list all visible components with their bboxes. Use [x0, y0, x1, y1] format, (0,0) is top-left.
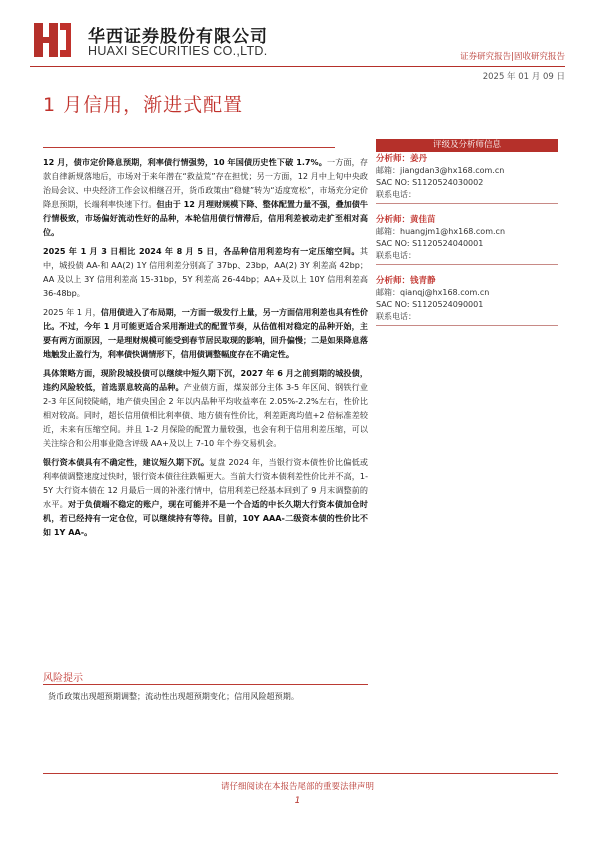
title-divider: [43, 147, 335, 148]
company-name-cn: 华西证券股份有限公司: [88, 27, 268, 47]
risk-divider: [43, 684, 368, 685]
risk-section: [43, 669, 368, 703]
paragraph-5-lead: 银行资本债具有不确定性，建议短久期下沉。: [43, 457, 210, 467]
paragraph-1-conclusion: 但由于 12 月理财规模下降、整体配置力量不强，叠加债牛行情极致，市场偏好流动性好的品种，本轮信用债行情滞后，信用利差被动走扩至相对高位。: [43, 199, 368, 237]
analyst-name: 分析师：黄佳苗: [376, 215, 436, 225]
report-date: 2025 年 01 月 09 日: [482, 72, 565, 82]
analyst-name: 分析师：钱青静: [376, 276, 436, 286]
analyst-phone: 联系电话：: [376, 190, 416, 199]
analyst-email[interactable]: 邮箱：qianqj@hx168.com.cn: [376, 288, 490, 297]
paragraph-1-lead: 12 月，债市定价降息预期，利率债行情强势，10 年国债历史性下破 1.7%。: [43, 157, 328, 167]
paragraph-4: [43, 366, 368, 450]
analyst-phone: 联系电话：: [376, 251, 416, 260]
company-logo-icon: [33, 20, 73, 60]
paragraph-3-lead: 信用债进入了布局期，一方面一级发行上量，另一方面信用利差也具有性价比。不过，今年 1 月可能更适合采用渐进式的配置节奏，从估值相对稳定的品种开始，主要有两方面原因，一是理财规模可能受到春节居民取现的影响，回升偏慢；二是如果降息落地触发止盈行为，利率债快调情形下，信用债调整幅度存在不确定性。: [43, 307, 368, 359]
company-name-en: HUAXI SECURITIES CO.,LTD.: [88, 44, 268, 58]
paragraph-1-text: 一方面，存款自律新规落地后，市场对于来年潜在“救益荒”存在担忧；另一方面，12 月中上旬中央政治局会议、中央经济工作会议相继召开，货币政策由“稳健”转为“适度宽松”，市场充分定价降息预期，长端利率快速下行。: [43, 157, 368, 209]
analyst-panel: [376, 151, 558, 334]
analyst-card: [376, 273, 558, 326]
paragraph-1: [43, 155, 368, 239]
paragraph-3: [43, 305, 368, 361]
paragraph-5: [43, 455, 368, 539]
analyst-sac: SAC NO: S1120524090001: [376, 300, 484, 309]
analyst-card: [376, 151, 558, 204]
analyst-email[interactable]: 邮箱：jiangdan3@hx168.com.cn: [376, 166, 505, 175]
report-body: [43, 155, 368, 544]
analyst-sac: SAC NO: S1120524040001: [376, 239, 484, 248]
analyst-email[interactable]: 邮箱：huangjm1@hx168.com.cn: [376, 227, 506, 236]
paragraph-4-lead: 具体策略方面，现阶段城投债可以继续中短久期下沉，2027 年 6 月之前到期的城投债，违约风险较低，首选票息较高的品种。: [43, 368, 368, 392]
analyst-panel-header: 评级及分析师信息: [376, 139, 558, 152]
paragraph-2-text: 其中，城投债 AA-和 AA(2) 1Y 信用利差分别高了 37bp、23bp，AA(2) 3Y 利差高 42bp；AA 及以上 3Y 信用利差高 15-31bp，5Y 利差高 26-44bp；AA+及以上 10Y 信用利差高 36-48bp。: [43, 246, 368, 298]
analyst-name: 分析师：姜丹: [376, 154, 428, 164]
paragraph-5-text: 复盘 2024 年，当银行资本债性价比偏低或利率债调整速度过快时，银行资本债往往跌幅更大。当前大行资本债利差性价比并不高，1-5Y 大行资本债在 12 月最后一周的补涨行情中，信用利差已经基本回到了 9 月末调整前的水平。: [43, 457, 368, 509]
risk-title: 风险提示: [43, 673, 83, 684]
paragraph-2-lead: 2025 年 1 月 3 日相比 2024 年 8 月 5 日，各品种信用利差均有一定压缩空间。: [43, 246, 360, 256]
analyst-divider: [376, 264, 558, 265]
analyst-sac: SAC NO: S1120524030002: [376, 178, 484, 187]
paragraph-5-conclusion: 对于负债端不稳定的账户，现在可能并不是一个合适的中长久期大行资本债加仓时机，若已经持有一定仓位，可以继续持有等待。目前，10Y AAA-二级资本债的性价比不如 1Y AA-。: [43, 499, 368, 537]
analyst-card: [376, 212, 558, 265]
paragraph-4-text: 产业债方面，煤炭部分主体 3-5 年区间、钢铁行业 2-3 年区间较陡峭，地产债央国企 2 年以内品种平均收益率在 2.05%-2.2%左右，性价比相对较高。同时，超长信用债相比利率债、地方债有性价比，利差距离均值+2 倍标准差较近，未来有压缩空间。并且 1-2 月保险的配置力量较强，也会有利于信用利差压缩，可以关注综合和公用事业隐含评级 AA+及以上 7-10 年个券交易机会。: [43, 382, 368, 448]
analyst-phone: 联系电话：: [376, 312, 416, 321]
paragraph-3-text: 2025 年 1 月，: [43, 307, 101, 317]
report-title: 1 月信用，渐进式配置: [43, 94, 244, 116]
analyst-divider: [376, 325, 558, 326]
page-number: 1: [294, 796, 301, 806]
risk-text: 货币政策出现超预期调整；流动性出现超预期变化；信用风险超预期。: [48, 691, 299, 701]
report-type: 证券研究报告|固收研究报告: [460, 52, 565, 62]
legal-notice: 请仔细阅读在本报告尾部的重要法律声明: [220, 782, 374, 792]
footer-divider: [43, 773, 558, 774]
paragraph-2: [43, 244, 368, 300]
header-divider: [30, 66, 565, 67]
report-header: [30, 20, 565, 90]
analyst-divider: [376, 203, 558, 204]
